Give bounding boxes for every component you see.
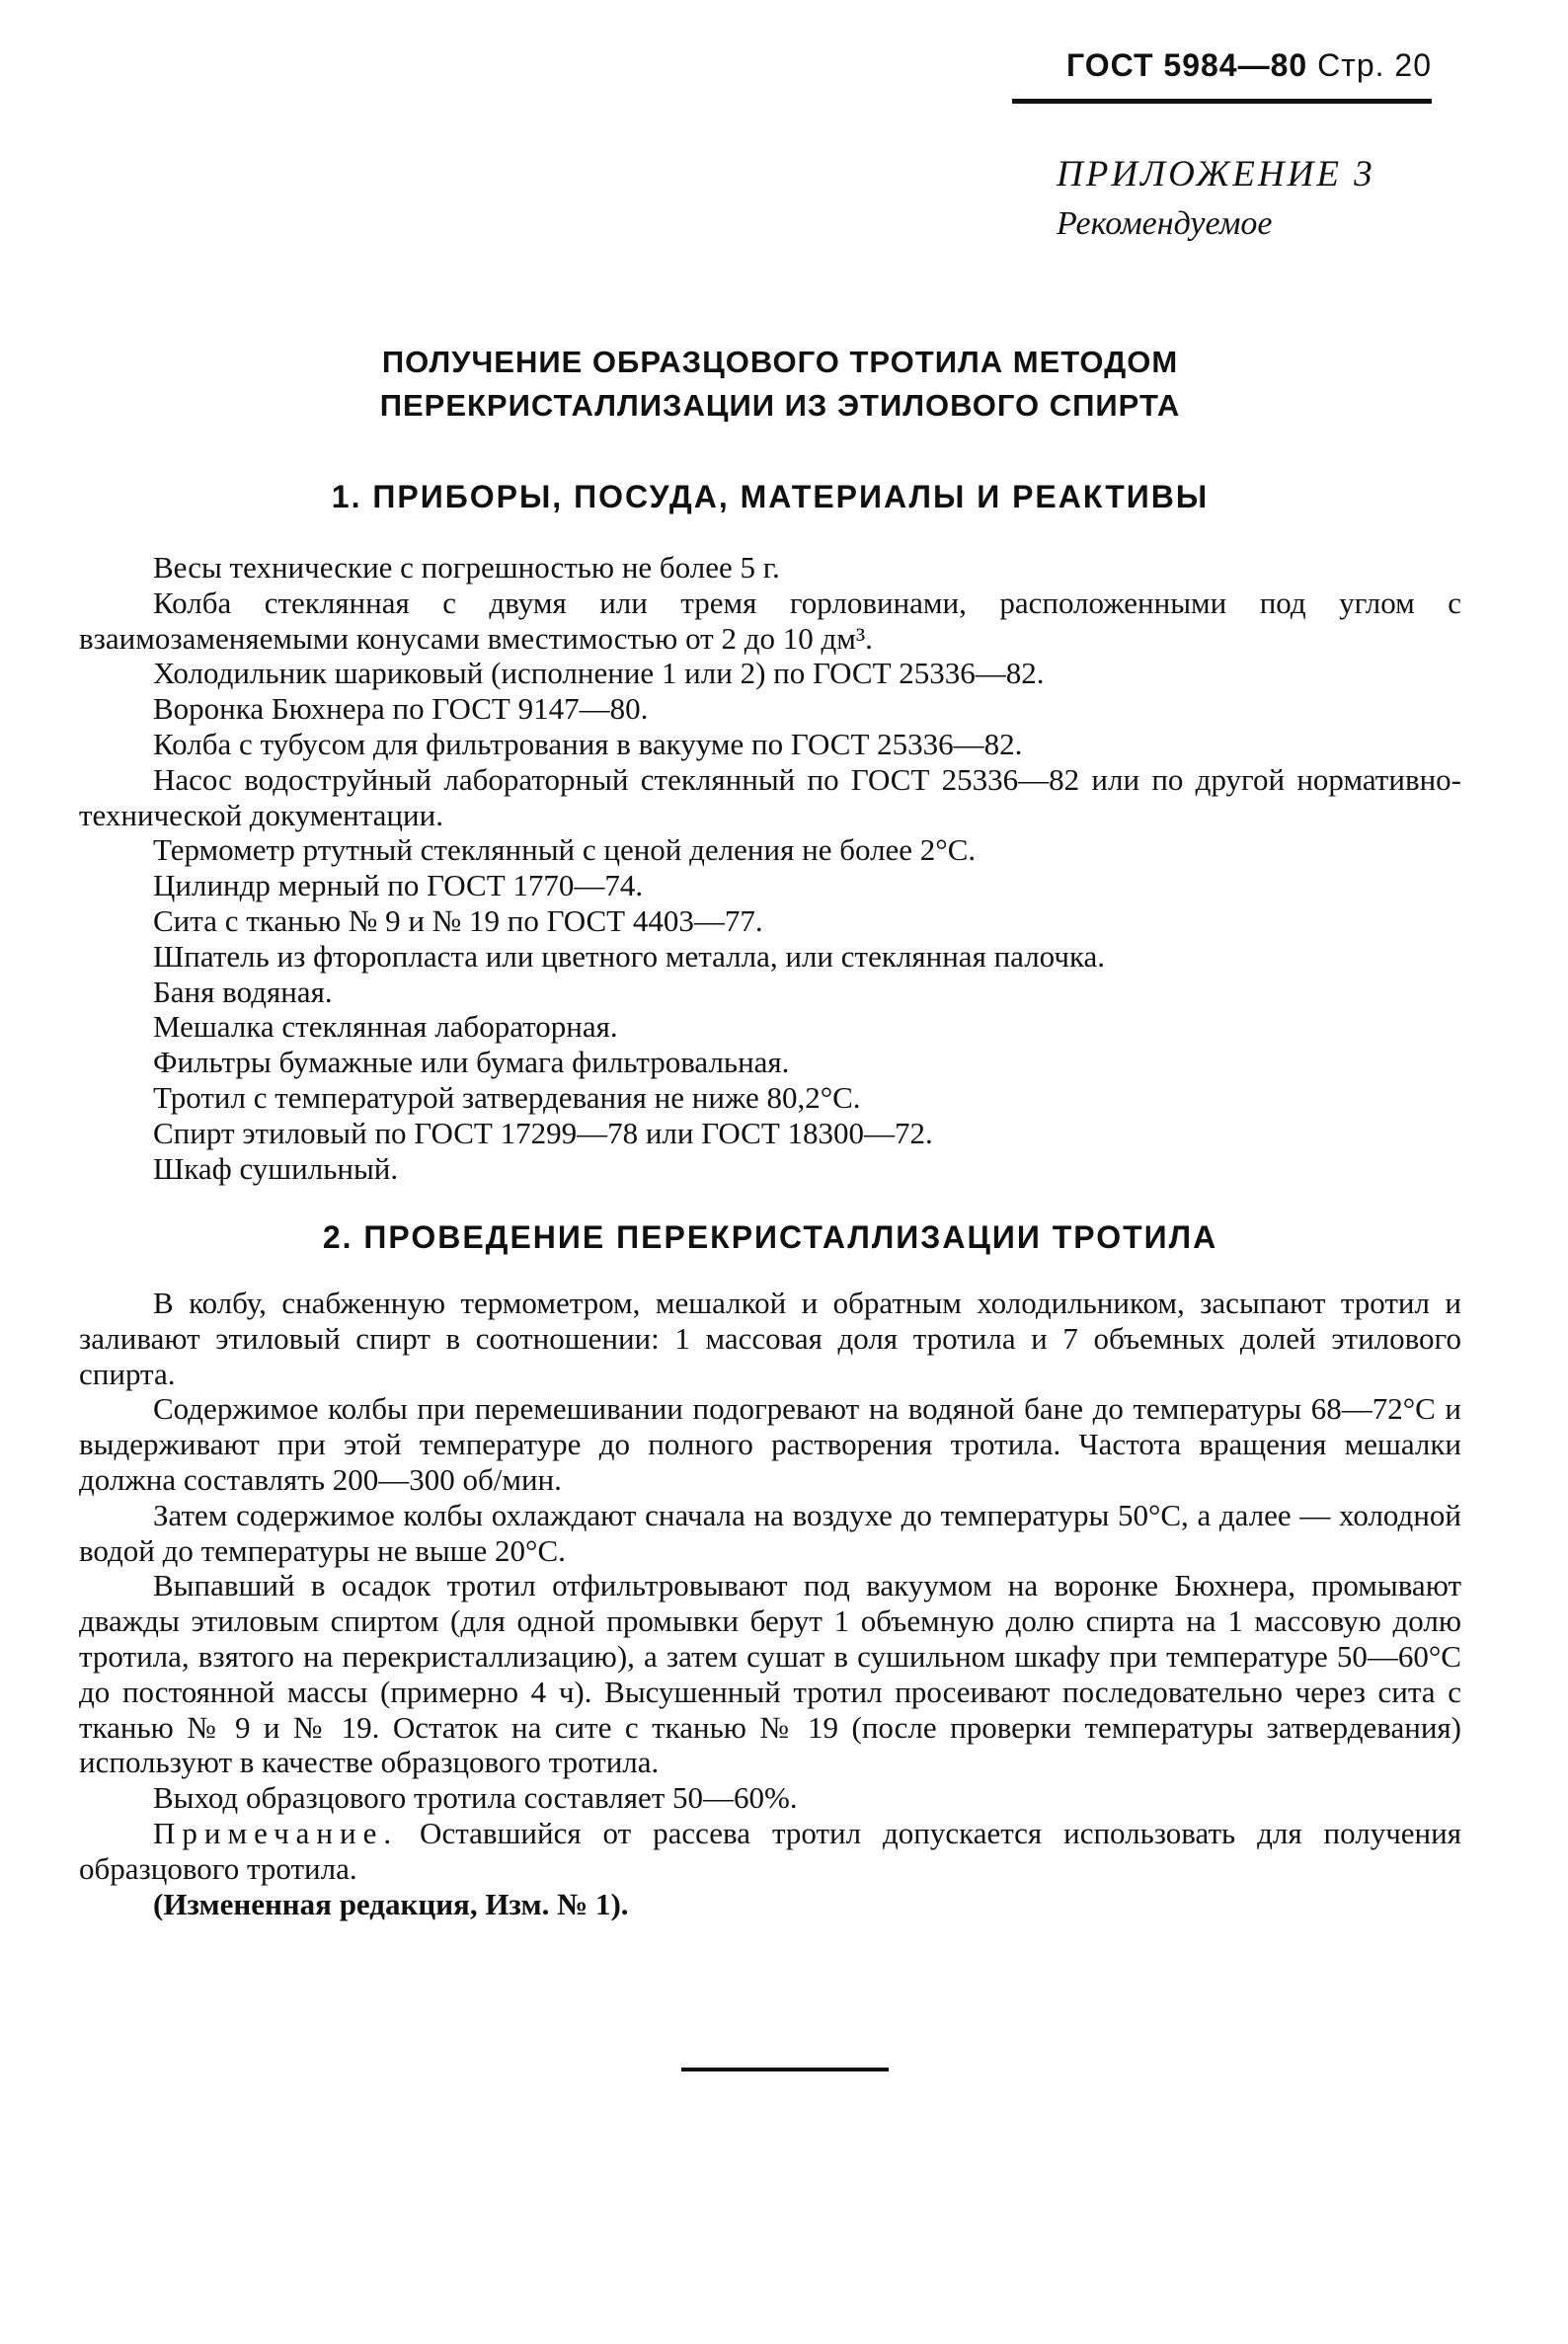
equipment-item: Термометр ртутный стеклянный с ценой деления не более 2°С. <box>153 832 977 868</box>
procedure-paragraph: Затем содержимое колбы охлаждают сначала на воздухе до температуры 50°С, а далее — холодной водой до температуры не выше 20°С. <box>79 1497 1461 1568</box>
equipment-item: Фильтры бумажные или бумага фильтровальная. <box>153 1045 790 1080</box>
equipment-item: Спирт этиловый по ГОСТ 17299—78 или ГОСТ 18300—72. <box>153 1115 933 1150</box>
equipment-item: Мешалка стеклянная лабораторная. <box>153 1009 618 1045</box>
procedure-paragraph: Содержимое колбы при перемешивании подогревают на водяной бане до температуры 68—72°С и выдерживают при этой температуре до полного растворения тротила. Частота вращения мешалки должна составлять 200—300 об/мин. <box>79 1391 1461 1497</box>
equipment-item: Весы технические с погрешностью не более 5 г. <box>153 550 780 585</box>
appendix-status: Рекомендуемое <box>1057 205 1273 242</box>
procedure-paragraph: Выход образцового тротила составляет 50—60%. <box>153 1780 798 1816</box>
appendix-title: ПРИЛОЖЕНИЕ 3 <box>1057 154 1375 195</box>
document-title <box>197 341 1363 428</box>
equipment-item: Сита с тканью № 9 и № 19 по ГОСТ 4403—77. <box>153 902 763 938</box>
procedure-paragraph: В колбу, снабженную термометром, мешалкой и обратным холодильником, засыпают тротил и заливают этиловый спирт в соотношении: 1 массовая доля тротила и 7 объемных долей этилового спирта. <box>79 1286 1461 1391</box>
equipment-item: Цилиндр мерный по ГОСТ 1770—74. <box>153 868 644 903</box>
note-text: Оставшийся от рассева тротил допускается использовать для получения образцового тротила. <box>79 1815 1461 1886</box>
document-code <box>997 47 1432 84</box>
equipment-item: Колба стеклянная с двумя или тремя горловинами, расположенными под углом с взаимозаменяемыми конусами вместимостью от 2 до 10 дм³. <box>79 585 1461 656</box>
section-2-body <box>79 1286 1461 1921</box>
document-title-line-1: ПОЛУЧЕНИЕ ОБРАЗЦОВОГО ТРОТИЛА МЕТОДОМ <box>381 345 1179 379</box>
gost-number: ГОСТ 5984—80 <box>1066 47 1308 83</box>
section-1-heading: 1. ПРИБОРЫ, ПОСУДА, МАТЕРИАЛЫ И РЕАКТИВЫ <box>331 479 1210 514</box>
equipment-item: Шпатель из фторопласта или цветного металла, или стеклянная палочка. <box>153 938 1106 974</box>
equipment-item: Холодильник шариковый (исполнение 1 или 2) по ГОСТ 25336—82. <box>153 656 1045 691</box>
equipment-item: Шкаф сушильный. <box>153 1150 399 1186</box>
equipment-item: Колба с тубусом для фильтрования в вакууме по ГОСТ 25336—82. <box>153 726 1023 761</box>
amendment-note: (Измененная редакция, Изм. № 1). <box>153 1886 629 1921</box>
page-number: Стр. 20 <box>1317 47 1432 83</box>
equipment-item: Воронка Бюхнера по ГОСТ 9147—80. <box>153 691 649 727</box>
document-title-line-2: ПЕРЕКРИСТАЛЛИЗАЦИИ ИЗ ЭТИЛОВОГО СПИРТА <box>379 388 1181 423</box>
section-1-list <box>79 550 1461 1186</box>
equipment-item: Тротил с температурой затвердевания не ниже 80,2°С. <box>153 1079 861 1115</box>
procedure-paragraph: Выпавший в осадок тротил отфильтровывают под вакуумом на воронке Бюхнера, промывают дважды этиловым спиртом (для одной промывки берут 1 объемную долю спирта на 1 массовую долю тротила, взятого на перекристаллизацию), а затем сушат в сушильном шкафу при температуре 50—60°С до постоянной массы (примерно 4 ч). Высушенный тротил просеивают последовательно через сита с тканью № 9 и № 19. Остаток на сите с тканью № 19 (после проверки температуры затвердевания) используют в качестве образцового тротила. <box>79 1568 1461 1780</box>
note-label: Примечание. <box>153 1815 399 1850</box>
header-rule <box>1012 99 1432 104</box>
section-2-heading: 2. ПРОВЕДЕНИЕ ПЕРЕКРИСТАЛЛИЗАЦИИ ТРОТИЛА <box>322 1219 1218 1255</box>
equipment-item: Баня водяная. <box>153 974 333 1009</box>
equipment-item: Насос водоструйный лабораторный стеклянный по ГОСТ 25336—82 или по другой нормативно-технической документации. <box>79 761 1461 832</box>
end-rule <box>681 2068 889 2071</box>
note-paragraph <box>79 1816 1461 1887</box>
